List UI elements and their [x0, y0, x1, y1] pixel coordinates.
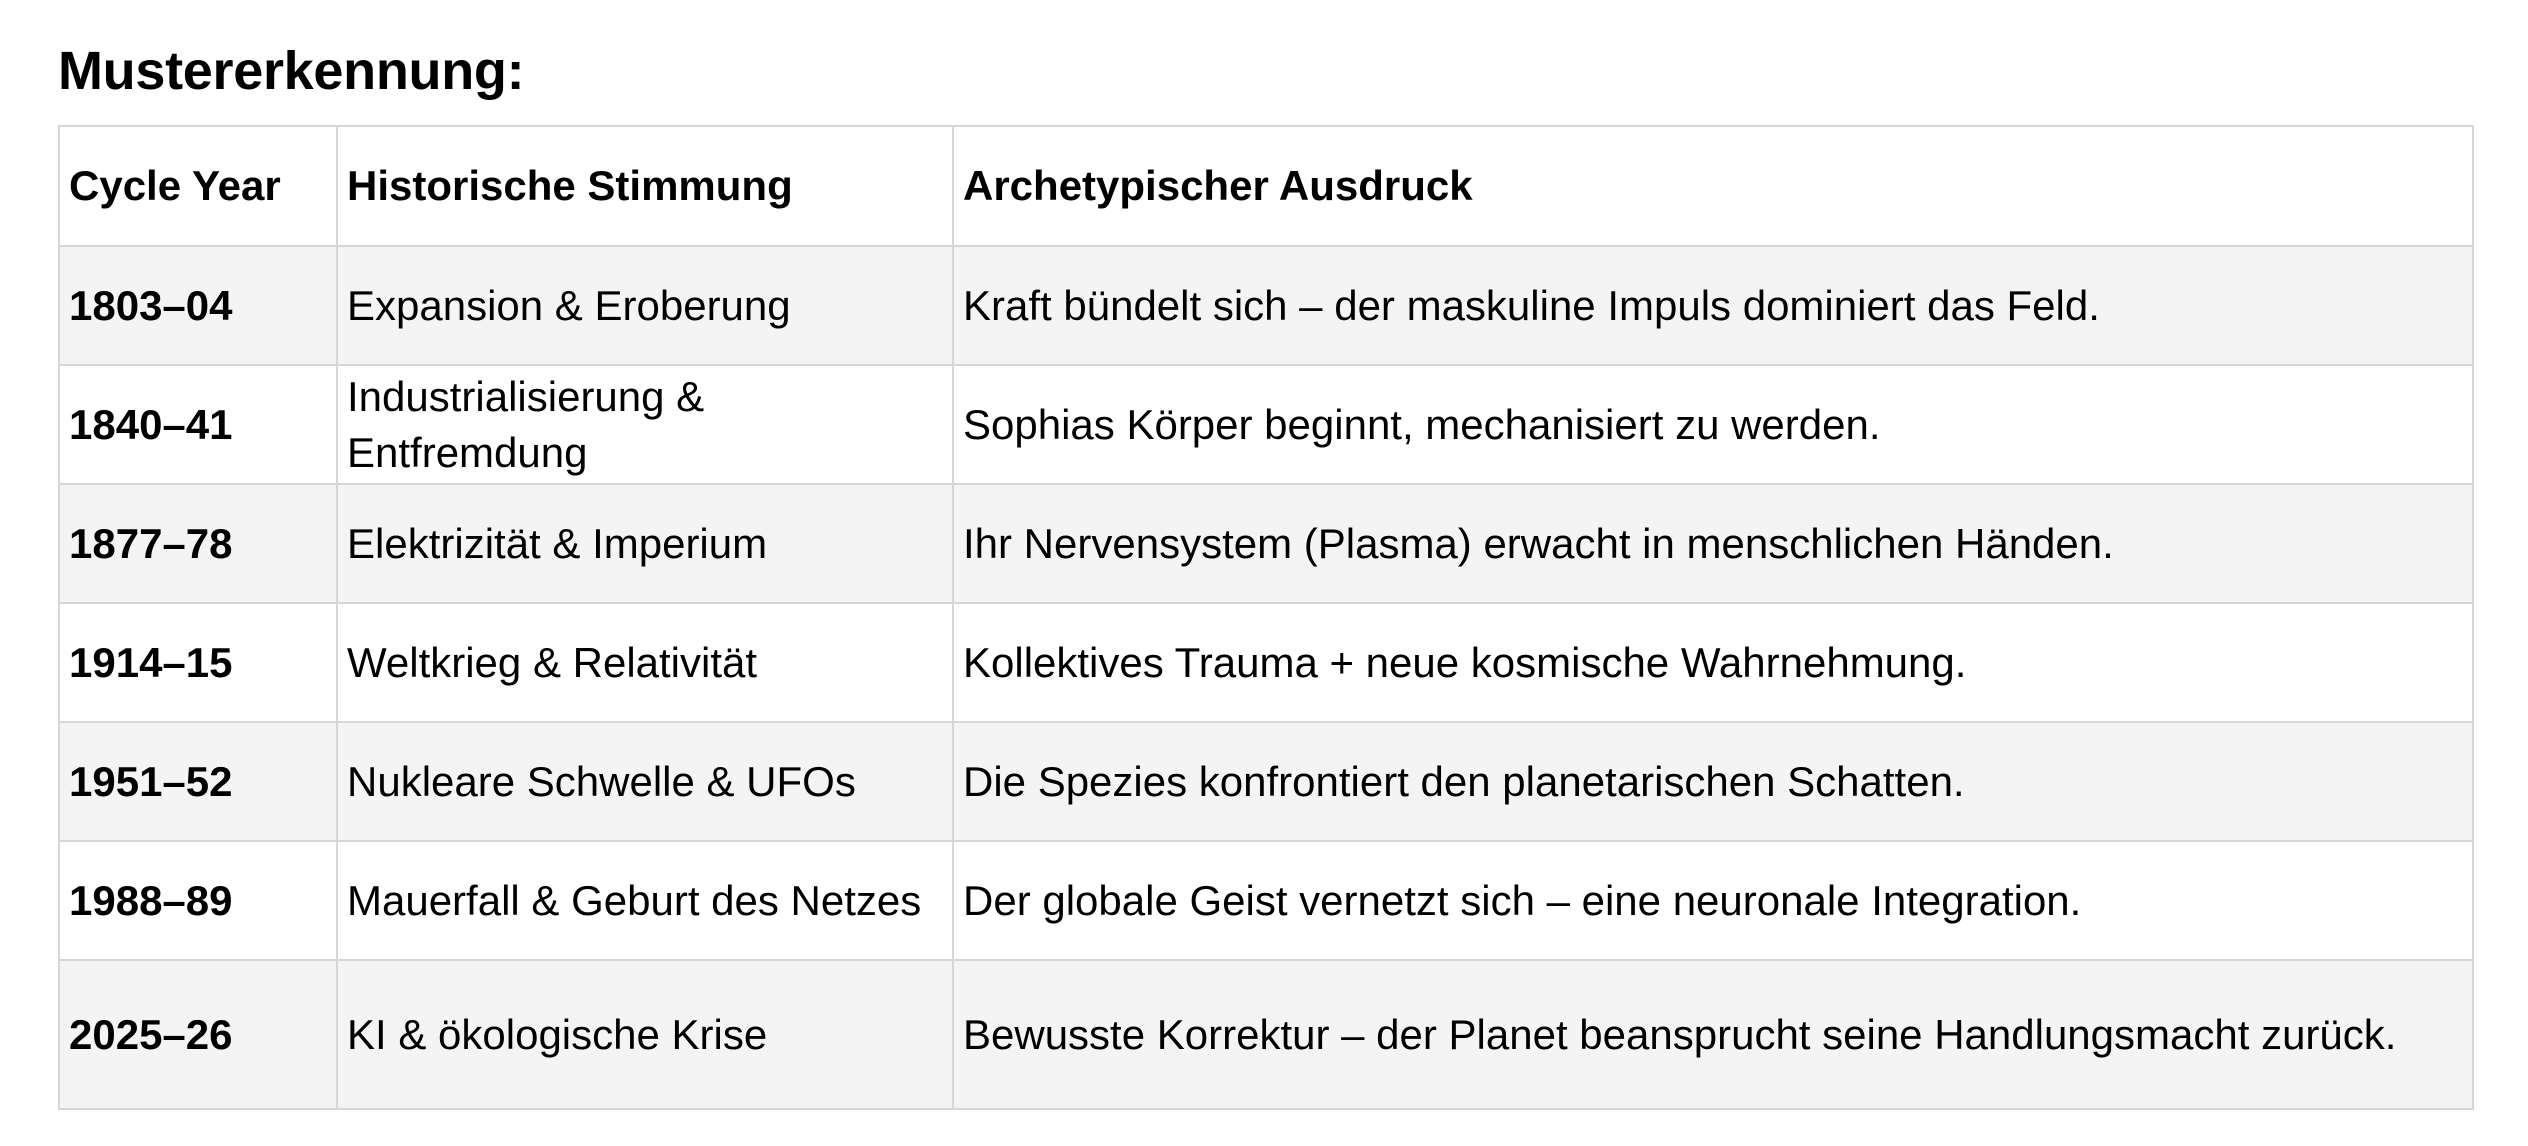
cell-archetypischer-ausdruck: Der globale Geist vernetzt sich – eine neuronale Integration. [953, 841, 2473, 960]
cell-archetypischer-ausdruck: Kraft bündelt sich – der maskuline Impuls dominiert das Feld. [953, 246, 2473, 365]
cell-archetypischer-ausdruck: Kollektives Trauma + neue kosmische Wahrnehmung. [953, 603, 2473, 722]
cell-cycle-year: 1840–41 [59, 365, 337, 484]
cell-historische-stimmung: Expansion & Eroberung [337, 246, 953, 365]
pattern-table [58, 125, 2474, 1110]
cell-cycle-year: 2025–26 [59, 960, 337, 1109]
cell-archetypischer-ausdruck: Bewusste Korrektur – der Planet beansprucht seine Handlungsmacht zurück. [953, 960, 2473, 1109]
cell-archetypischer-ausdruck: Sophias Körper beginnt, mechanisiert zu werden. [953, 365, 2473, 484]
column-header-historische-stimmung: Historische Stimmung [337, 126, 953, 246]
table-header-row [59, 126, 2473, 246]
table-row [59, 603, 2473, 722]
table-row [59, 365, 2473, 484]
table-row [59, 484, 2473, 603]
cell-historische-stimmung: Mauerfall & Geburt des Netzes [337, 841, 953, 960]
cell-historische-stimmung: Weltkrieg & Relativität [337, 603, 953, 722]
cell-cycle-year: 1988–89 [59, 841, 337, 960]
column-header-cycle-year: Cycle Year [59, 126, 337, 246]
cell-archetypischer-ausdruck: Ihr Nervensystem (Plasma) erwacht in menschlichen Händen. [953, 484, 2473, 603]
cell-historische-stimmung: Industrialisierung & Entfremdung [337, 365, 953, 484]
table-row [59, 722, 2473, 841]
table-row [59, 246, 2473, 365]
table-row [59, 841, 2473, 960]
cell-historische-stimmung: Elektrizität & Imperium [337, 484, 953, 603]
cell-historische-stimmung: KI & ökologische Krise [337, 960, 953, 1109]
cell-historische-stimmung: Nukleare Schwelle & UFOs [337, 722, 953, 841]
table-row [59, 960, 2473, 1109]
cell-cycle-year: 1914–15 [59, 603, 337, 722]
cell-archetypischer-ausdruck: Die Spezies konfrontiert den planetarischen Schatten. [953, 722, 2473, 841]
cell-cycle-year: 1803–04 [59, 246, 337, 365]
column-header-archetypischer-ausdruck: Archetypischer Ausdruck [953, 126, 2473, 246]
page-title: Mustererkennung: [58, 41, 525, 101]
cell-cycle-year: 1877–78 [59, 484, 337, 603]
cell-cycle-year: 1951–52 [59, 722, 337, 841]
